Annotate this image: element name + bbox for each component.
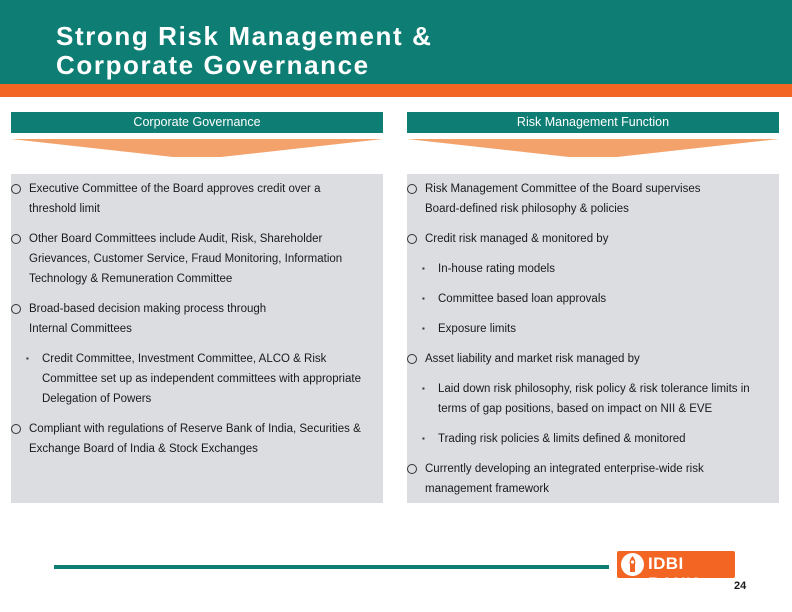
page-number: 24 — [734, 580, 747, 592]
bullet-item-line — [407, 199, 629, 219]
bullet-text: Compliant with regulations of Reserve Bank of India, Securities & — [29, 423, 361, 435]
idbi-bank-logo — [617, 551, 735, 593]
bullet-item-line — [407, 179, 700, 199]
bullet-text: Risk Management Committee of the Board supervises — [425, 183, 701, 195]
square-bullet-icon: ▪ — [422, 294, 425, 303]
bullet-item-line — [11, 269, 232, 289]
bullet-item-line — [11, 229, 322, 249]
sub-bullet-item-line — [407, 259, 555, 279]
square-bullet-icon: ▪ — [422, 384, 425, 393]
logo-text: IDBI BANK — [648, 554, 699, 593]
bullet-text: Board-defined risk philosophy & policies — [425, 203, 629, 215]
bullet-text: Exchange Board of India & Stock Exchanges — [29, 443, 258, 455]
sub-bullet-item-line — [11, 369, 361, 389]
hollow-circle-bullet-icon — [407, 184, 417, 194]
bullet-item-line — [11, 439, 258, 459]
square-bullet-icon: ▪ — [422, 434, 425, 443]
bullet-item-line — [407, 229, 608, 249]
bullet-item-line — [407, 459, 704, 479]
sub-bullet-item-line — [11, 349, 326, 369]
hollow-circle-bullet-icon — [407, 354, 417, 364]
bullet-text: Committee based loan approvals — [438, 293, 607, 305]
square-bullet-icon: ▪ — [26, 354, 29, 363]
bullet-text: Currently developing an integrated enterprise-wide risk — [425, 463, 704, 475]
bullet-text: Exposure limits — [438, 323, 516, 335]
bank-emblem-icon — [621, 553, 644, 576]
sub-bullet-item-line — [407, 429, 686, 449]
footer-divider — [54, 565, 609, 569]
square-bullet-icon: ▪ — [422, 324, 425, 333]
bullet-text: threshold limit — [29, 203, 100, 215]
square-bullet-icon: ▪ — [422, 264, 425, 273]
bullet-item-line — [11, 419, 361, 439]
bullet-text: Credit Committee, Investment Committee, ALCO & Risk — [42, 353, 327, 365]
bullet-text: Technology & Remuneration Committee — [29, 273, 233, 285]
sub-bullet-item-line — [407, 319, 516, 339]
column-heading-corporate-governance: Corporate Governance — [11, 112, 383, 133]
hollow-circle-bullet-icon — [11, 184, 21, 194]
sub-bullet-item-line — [407, 399, 712, 419]
bullet-item-line — [407, 349, 640, 369]
bullet-text: Broad-based decision making process through — [29, 303, 267, 315]
bullet-item-line — [11, 319, 132, 339]
bullet-item-line — [11, 299, 266, 319]
hollow-circle-bullet-icon — [11, 424, 21, 434]
bullet-text: Asset liability and market risk managed by — [425, 353, 640, 365]
down-arrow-icon — [407, 137, 779, 159]
hollow-circle-bullet-icon — [11, 304, 21, 314]
hollow-circle-bullet-icon — [11, 234, 21, 244]
bullet-text: Delegation of Powers — [42, 393, 152, 405]
down-arrow-icon — [11, 137, 383, 159]
bullet-text: Internal Committees — [29, 323, 132, 335]
orange-accent-bar — [0, 84, 792, 97]
hollow-circle-bullet-icon — [407, 234, 417, 244]
bullet-text: Grievances, Customer Service, Fraud Monitoring, Information — [29, 253, 343, 265]
sub-bullet-item-line — [407, 379, 750, 399]
hollow-circle-bullet-icon — [407, 464, 417, 474]
sub-bullet-item-line — [11, 389, 151, 409]
bullet-text: Trading risk policies & limits defined & monitored — [438, 433, 686, 445]
bullet-item-line — [11, 199, 100, 219]
sub-bullet-item-line — [407, 289, 606, 309]
column-heading-risk-management: Risk Management Function — [407, 112, 779, 133]
bullet-text: Executive Committee of the Board approves credit over a — [29, 183, 321, 195]
bullet-text: terms of gap positions, based on impact on NII & EVE — [438, 403, 713, 415]
bullet-text: Other Board Committees include Audit, Risk, Shareholder — [29, 233, 323, 245]
bullet-text: Credit risk managed & monitored by — [425, 233, 609, 245]
bullet-item-line — [11, 179, 320, 199]
bullet-text: management framework — [425, 483, 549, 495]
bullet-item-line — [407, 479, 549, 499]
bullet-item-line — [11, 249, 342, 269]
page-title: Strong Risk Management & Corporate Governance — [56, 21, 433, 80]
bullet-text: Laid down risk philosophy, risk policy & risk tolerance limits in — [438, 383, 750, 395]
bullet-text: In-house rating models — [438, 263, 555, 275]
bullet-text: Committee set up as independent committees with appropriate — [42, 373, 361, 385]
